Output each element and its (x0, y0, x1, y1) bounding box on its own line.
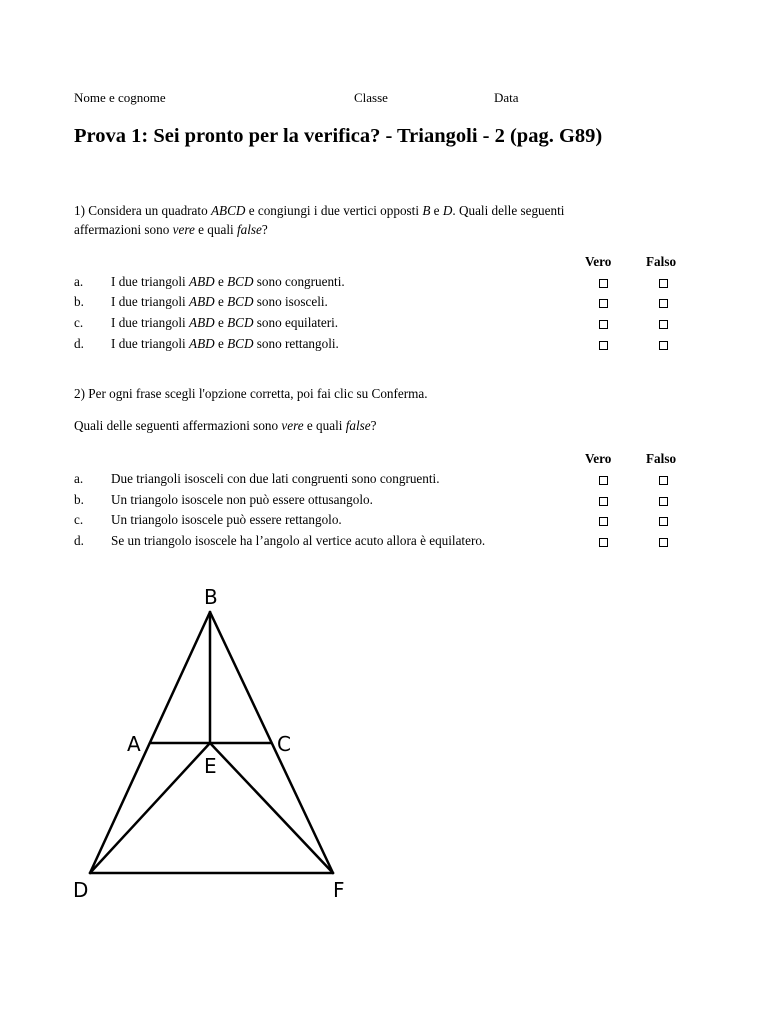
item-letter: b. (74, 294, 84, 309)
item-letter: c. (74, 512, 84, 527)
q1-falso-header: Falso (646, 254, 677, 269)
label-f: F (333, 878, 345, 902)
q2-instruction: 2) Per ogni frase scegli l'opzione corretta, poi fai clic su Conferma. (74, 386, 428, 401)
q2-falso-header: Falso (646, 451, 677, 466)
item-text: I due triangoli ABD e BCD sono congruenti. (111, 274, 345, 289)
page-title: Prova 1: Sei pronto per la verifica? - Triangoli - 2 (pag. G89) (74, 125, 603, 147)
q1-vero-header: Vero (585, 254, 612, 269)
item-text: Un triangolo isoscele può essere rettangolo. (111, 512, 342, 527)
date-label: Data (494, 90, 519, 105)
item-letter: a. (74, 471, 84, 486)
item-letter: a. (74, 274, 84, 289)
item-text: I due triangoli ABD e BCD sono rettangoli. (111, 336, 339, 351)
q2-prompt: Quali delle seguenti affermazioni sono vere e quali false? (74, 418, 377, 433)
item-letter: c. (74, 315, 84, 330)
label-c: C (277, 732, 291, 756)
item-text: I due triangoli ABD e BCD sono equilateri. (111, 315, 339, 330)
item-text: I due triangoli ABD e BCD sono isosceli. (111, 294, 328, 309)
segment-ed (90, 743, 210, 873)
name-label: Nome e cognome (74, 90, 166, 105)
class-label: Classe (354, 90, 388, 105)
item-letter: b. (74, 492, 84, 507)
item-text: Un triangolo isoscele non può essere ottusangolo. (111, 492, 373, 507)
item-text: Due triangoli isosceli con due lati congruenti sono congruenti. (111, 471, 440, 486)
item-letter: d. (74, 336, 84, 351)
segment-ef (210, 743, 333, 873)
q1-prompt: 1) Considera un quadrato ABCD e congiungi i due vertici opposti B e D. Quali delle seguenti affermazioni sono vere e quali false? (74, 203, 565, 237)
label-e: E (204, 754, 217, 778)
q2-vero-header: Vero (585, 451, 612, 466)
item-text: Se un triangolo isoscele ha l’angolo al vertice acuto allora è equilatero. (111, 533, 486, 548)
label-d: D (73, 878, 89, 902)
label-a: A (127, 732, 141, 756)
item-letter: d. (74, 533, 84, 548)
label-b: B (204, 585, 218, 609)
